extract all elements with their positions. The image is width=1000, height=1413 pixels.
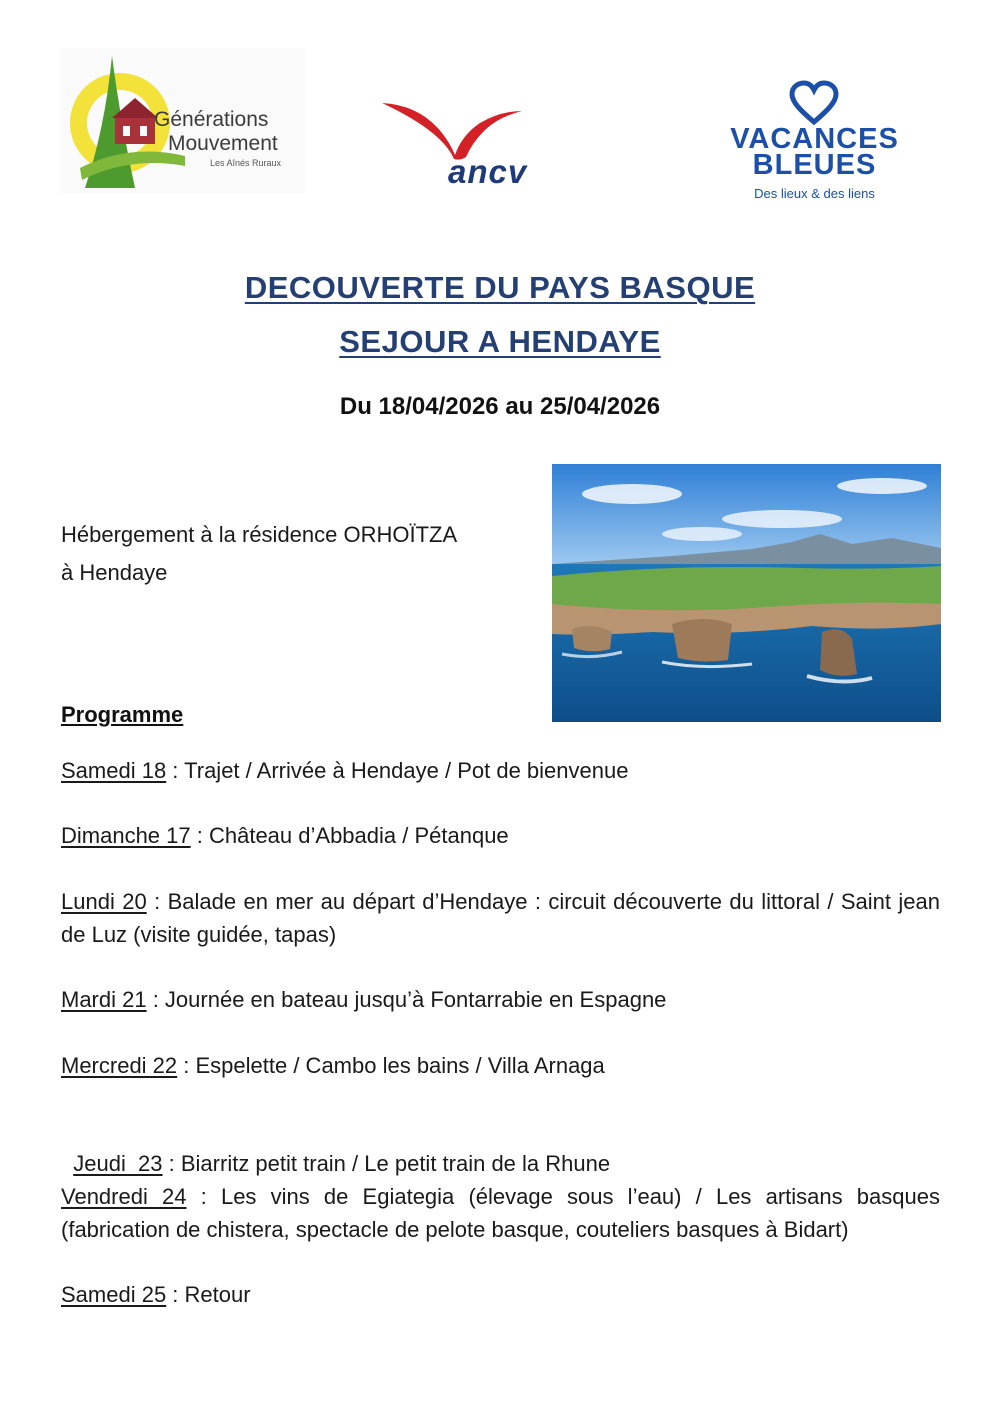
day-label: Mercredi 22	[61, 1053, 178, 1078]
programme-day	[61, 1114, 940, 1180]
day-activities: : Journée en bateau jusqu’à Fontarrabie en Espagne	[146, 987, 667, 1012]
programme-day	[61, 1180, 940, 1246]
vb-line1: VACANCES	[730, 123, 899, 155]
day-activities: : Trajet / Arrivée à Hendaye / Pot de bienvenue	[166, 758, 629, 783]
programme-day	[61, 754, 940, 787]
lodging-line2: à Hendaye	[61, 560, 168, 585]
gm-line2: Mouvement	[168, 132, 278, 155]
day-label: Dimanche 17	[61, 823, 191, 848]
generations-mouvement-logo	[60, 48, 305, 193]
day-label: Vendredi 24	[61, 1184, 187, 1209]
gm-line1: Générations	[154, 108, 269, 131]
day-label: Samedi 25	[61, 1282, 167, 1307]
heart-icon	[788, 80, 840, 126]
day-activities: : Château d’Abbadia / Pétanque	[190, 823, 509, 848]
programme-day	[61, 1278, 940, 1311]
lodging-info	[61, 516, 457, 592]
vacances-bleues-logo	[712, 80, 917, 201]
coastline-photo	[552, 464, 941, 722]
programme-day	[61, 819, 940, 852]
day-activities: : Balade en mer au départ d’Hendaye : circuit découverte du littoral / Saint jean de Luz (visite guidée, tapas)	[61, 889, 940, 947]
programme-day	[61, 885, 940, 951]
day-activities: : Retour	[166, 1282, 251, 1307]
vb-tagline: Des lieux & des liens	[754, 186, 875, 201]
day-label: Samedi 18	[61, 758, 167, 783]
ancv-wordmark: ancv	[448, 153, 528, 190]
ancv-logo	[380, 95, 555, 195]
gm-line3: Les Aînés Ruraux	[210, 158, 282, 168]
day-label: Mardi 21	[61, 987, 147, 1012]
day-label: Lundi 20	[61, 889, 147, 914]
programme-day	[61, 983, 940, 1016]
page-title: DECOUVERTE DU PAYS BASQUE	[244, 270, 756, 305]
day-label: Jeudi 23	[73, 1151, 163, 1176]
lodging-line1: Hébergement à la résidence ORHOÏTZA	[61, 522, 458, 547]
day-activities: : Espelette / Cambo les bains / Villa Arnaga	[177, 1053, 605, 1078]
programme-heading: Programme	[61, 702, 184, 727]
day-activities: : Les vins de Egiategia (élevage sous l’eau) / Les artisans basques (fabrication de chistera, spectacle de pelote basque, couteliers basques à Bidart)	[61, 1184, 940, 1242]
vb-line2: BLEUES	[752, 149, 877, 181]
day-activities: : Biarritz petit train / Le petit train de la Rhune	[162, 1151, 611, 1176]
stay-dates: Du 18/04/2026 au 25/04/2026	[339, 393, 661, 420]
page-subtitle: SEJOUR A HENDAYE	[339, 324, 661, 359]
programme-day	[61, 1049, 940, 1082]
